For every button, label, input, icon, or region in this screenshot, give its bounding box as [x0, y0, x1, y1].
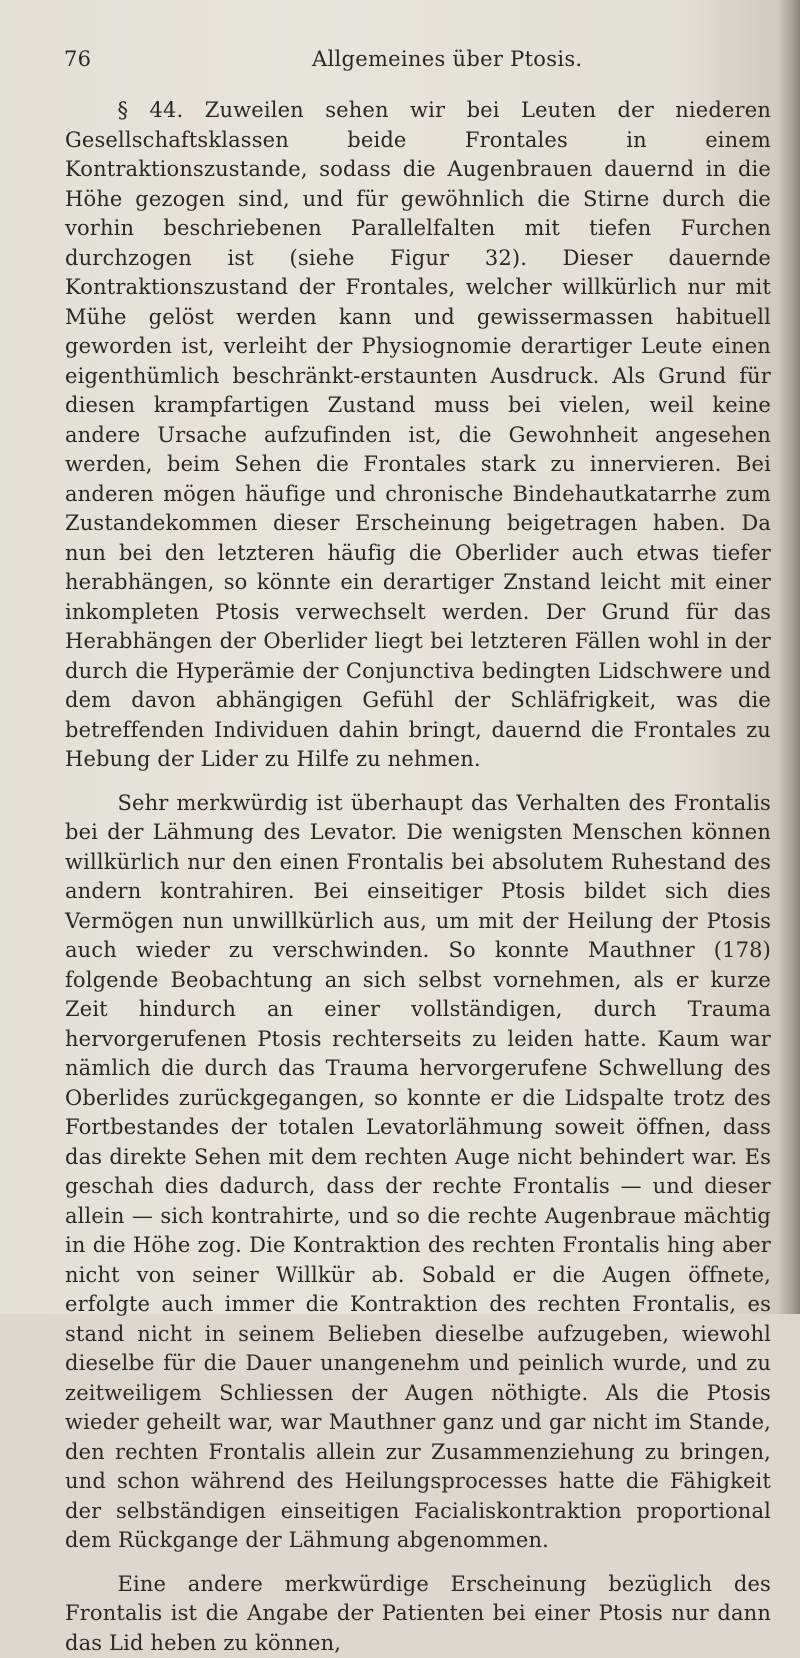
body-text — [65, 96, 771, 1658]
paragraph-frontalis-levator: Sehr merkwürdig ist überhaupt das Verhalten des Frontalis bei der Lähmung des Levator. Die wenigsten Menschen können willkürlich nur den einen Frontalis bei absolutem Ruhestand des andern kontrahiren. Bei einseitiger Ptosis bildet sich dies Vermögen nun unwillkürlich aus, um mit der Heilung der Ptosis auch wieder zu verschwinden. So konnte Mauthner (178) folgende Beobachtung an sich selbst vornehmen, als er kurze Zeit hindurch an einer vollständigen, durch Trauma hervorgerufenen Ptosis rechterseits zu leiden hatte. Kaum war nämlich die durch das Trauma hervorgerufene Schwellung des Oberlides zurückgegangen, so konnte er die Lidspalte trotz des Fortbestandes der totalen Levatorlähmung soweit öffnen, dass das direkte Sehen mit dem rechten Auge nicht behindert war. Es geschah dies dadurch, dass der rechte Frontalis — und dieser allein — sich kontrahirte, und so die rechte Augenbraue mächtig in die Höhe zog. Die Kontraktion des rechten Frontalis hing aber nicht von seiner Willkür ab. Sobald er die Augen öffnete, erfolgte auch immer die Kontraktion des rechten Frontalis, es stand nicht in seinem Belieben dieselbe aufzugeben, wiewohl dieselbe für die Dauer unangenehm und peinlich wurde, und zu zeitweiligem Schliessen der Augen nöthigte. Als die Ptosis wieder geheilt war, war Mauthner ganz und gar nicht im Stande, den rechten Frontalis allein zur Zusammenziehung zu bringen, und schon während des Heilungsprocesses hatte die Fähigkeit der selbständigen einseitigen Facialiskontraktion proportional dem Rückgange der Lähmung abgenommen. — [65, 789, 771, 1556]
running-head — [64, 44, 764, 74]
page-number: 76 — [64, 44, 91, 74]
paragraph-44-intro: § 44. Zuweilen sehen wir bei Leuten der niederen Gesellschaftsklassen beide Frontales in einem Kontraktionszustande, sodass die Augenbrauen dauernd in die Höhe gezogen sind, und für gewöhnlich die Stirne durch die vorhin beschriebenen Parallelfalten mit tiefen Furchen durchzogen ist (siehe Figur 32). Dieser dauernde Kontraktionszustand der Frontales, welcher willkürlich nur mit Mühe gelöst werden kann und gewissermassen habituell geworden ist, verleiht der Physiognomie derartiger Leute einen eigenthümlich beschränkt-erstaunten Ausdruck. Als Grund für diesen krampfartigen Zustand muss bei vielen, weil keine andere Ursache aufzufinden ist, die Gewohnheit angesehen werden, beim Sehen die Frontales stark zu innervieren. Bei anderen mögen häufige und chronische Bindehautkatarrhe zum Zustandekommen dieser Erscheinung beigetragen haben. Da nun bei den letzteren häufig die Oberlider auch etwas tiefer herabhängen, so könnte ein derartiger Znstand leicht mit einer inkompleten Ptosis verwechselt werden. Der Grund für das Herabhängen der Oberlider liegt bei letzteren Fällen wohl in der durch die Hyperämie der Conjunctiva bedingten Lidschwere und dem davon abhängigen Gefühl der Schläfrigkeit, was die betreffenden Individuen dahin bringt, dauernd die Frontales zu Hebung der Lider zu Hilfe zu nehmen. — [65, 96, 771, 775]
paragraph-frontalis-patients: Eine andere merkwürdige Erscheinung bezüglich des Frontalis ist die Angabe der Patienten bei einer Ptosis nur dann das Lid heben zu können, — [65, 1570, 771, 1658]
running-title: Allgemeines über Ptosis. — [312, 44, 582, 74]
page-edge-shadow — [778, 0, 800, 1314]
